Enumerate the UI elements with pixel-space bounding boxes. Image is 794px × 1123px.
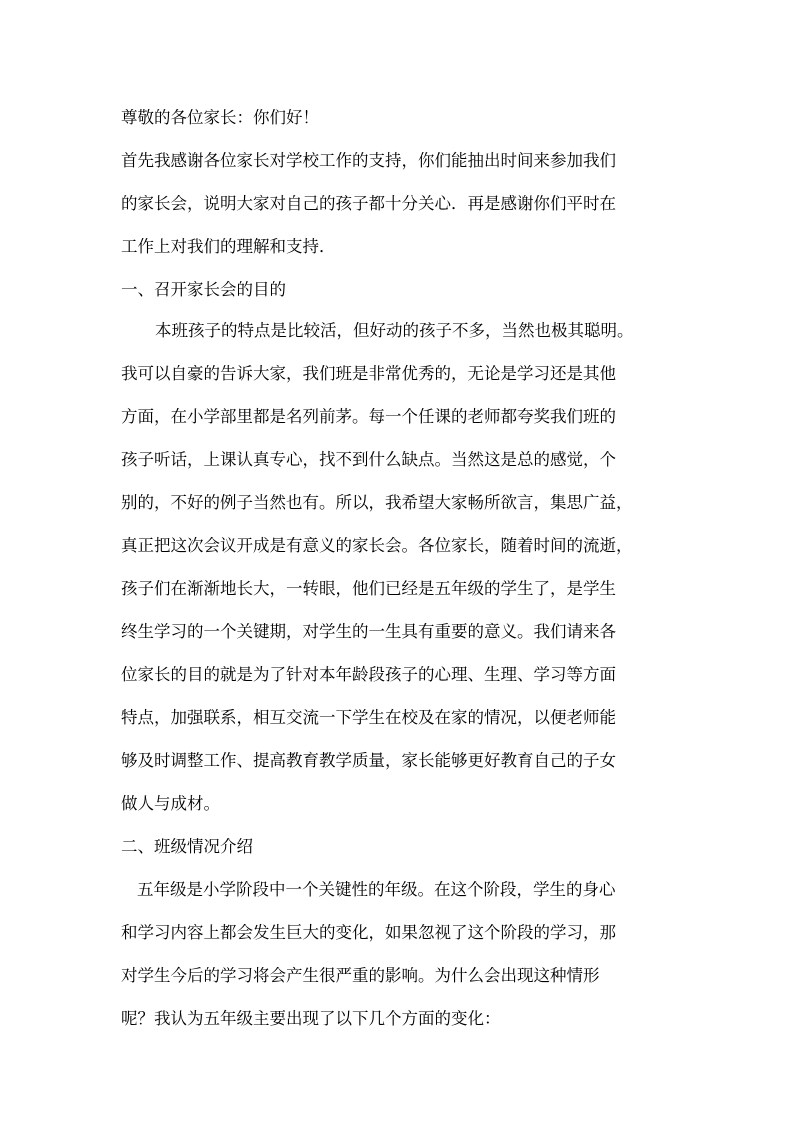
section2-heading: 二、班级情况介绍	[121, 837, 253, 856]
section1-line-11: 够及时调整工作、提高教育教学质量，家长能够更好教育自己的子女	[121, 751, 616, 770]
section2-line-3: 对学生今后的学习将会产生很严重的影响。为什么会出现这种情形	[121, 966, 600, 985]
section1-heading: 一、召开家长会的目的	[121, 280, 286, 299]
section1-line-4: 孩子听话，上课认真专心，找不到什么缺点。当然这是总的感觉，个	[121, 450, 616, 469]
section1-line-8: 终生学习的一个关键期，对学生的一生具有重要的意义。我们请来各	[121, 622, 616, 641]
intro-line-2: 的家长会，说明大家对自己的孩子都十分关心．再是感谢你们平时在	[121, 194, 616, 213]
greeting-line: 尊敬的各位家长：你们好！	[121, 108, 319, 127]
section1-line-9: 位家长的目的就是为了针对本年龄段孩子的心理、生理、学习等方面	[121, 665, 616, 684]
section1-line-3: 方面，在小学部里都是名列前茅。每一个任课的老师都夸奖我们班的	[121, 407, 616, 426]
section1-line-5: 别的，不好的例子当然也有。所以，我希望大家畅所欲言，集思广益，	[121, 493, 633, 512]
section1-line-2: 我可以自豪的告诉大家，我们班是非常优秀的，无论是学习还是其他	[121, 364, 616, 383]
intro-line-3: 工作上对我们的理解和支持．	[121, 237, 336, 256]
section1-line-1: 本班孩子的特点是比较活，但好动的孩子不多，当然也极其聪明。	[155, 321, 634, 340]
section1-line-10: 特点，加强联系，相互交流一下学生在校及在家的情况，以便老师能	[121, 708, 616, 727]
section2-line-4: 呢？我认为五年级主要出现了以下几个方面的变化：	[121, 1009, 501, 1028]
section1-line-12: 做人与成材。	[121, 794, 220, 813]
section1-line-7: 孩子们在渐渐地长大，一转眼，他们已经是五年级的学生了，是学生	[121, 579, 616, 598]
section2-line-2: 和学习内容上都会发生巨大的变化，如果忽视了这个阶段的学习，那	[121, 923, 616, 942]
intro-line-1: 首先我感谢各位家长对学校工作的支持，你们能抽出时间来参加我们	[121, 151, 616, 170]
section1-line-6: 真正把这次会议开成是有意义的家长会。各位家长，随着时间的流逝，	[121, 536, 633, 555]
section2-line-1: 五年级是小学阶段中一个关键性的年级。在这个阶段，学生的身心	[137, 880, 616, 899]
